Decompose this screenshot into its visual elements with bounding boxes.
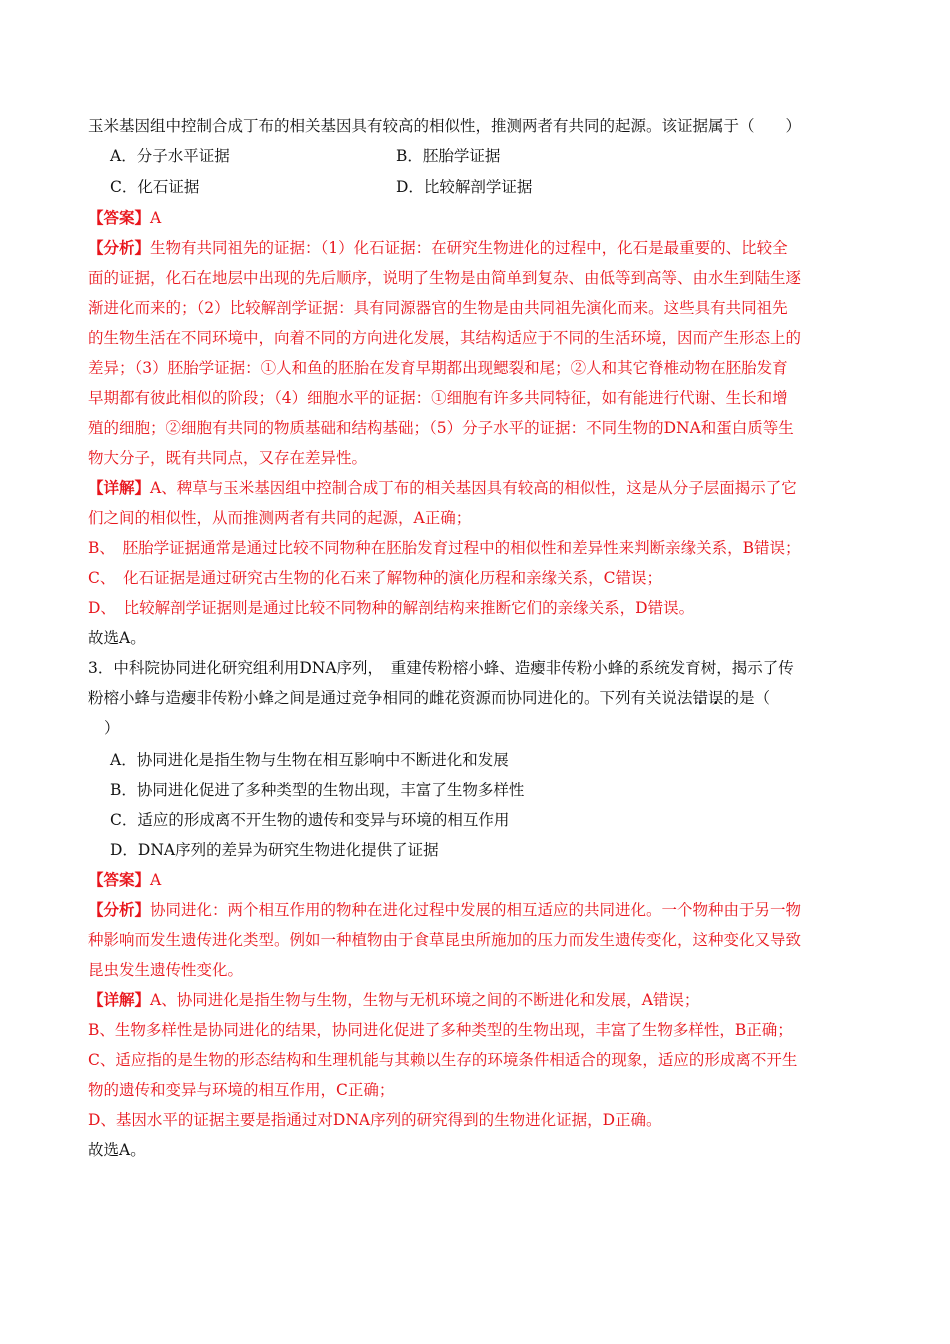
q2-conclusion: 故选A。 (88, 629, 146, 647)
q3-option-a: A．协同进化是指生物与生物在相互影响中不断进化和发展 (110, 751, 509, 769)
q2-detail-line: 们之间的相似性，从而推测两者有共同的起源，A正确； (88, 509, 472, 527)
q3-conclusion: 故选A。 (88, 1141, 146, 1159)
q3-detail-line: B、生物多样性是协同进化的结果，协同进化促进了多种类型的生物出现，丰富了生物多样性，B正确； (88, 1021, 793, 1039)
q2-detail (88, 473, 863, 623)
q3-detail (88, 985, 863, 1135)
q3-stem-emphasis: 误 (708, 689, 724, 707)
q2-analysis-line: 渐进化而来的；（2）比较解剖学证据：具有同源器官的生物是由共同祖先演化而来。这些具有共同祖先 (88, 299, 788, 317)
q3-stem-line-2 (88, 683, 863, 713)
q3-stem-text: 的是（ (723, 689, 771, 707)
q3-analysis-tag: 【分析】 (88, 900, 151, 919)
q3-stem-text: 粉榕小蜂与造瘿非传粉小蜂之间是通过竞争相同的雌花资源而协同进化的。下列有关说法 (88, 689, 693, 707)
q3-stem-line-1: 3．中科院协同进化研究组利用DNA序列， 重建传粉榕小蜂、造瘿非传粉小蜂的系统发育树，揭示了传 (88, 659, 794, 677)
q3-stem-line-3: ） (104, 719, 120, 737)
q2-analysis-line: 早期都有彼此相似的阶段；（4）细胞水平的证据：①细胞有许多共同特征，如有能进行代谢、生长和增 (88, 389, 788, 407)
q3-answer (88, 865, 863, 895)
q2-option-a: A．分子水平证据 (110, 147, 230, 165)
q3-detail-line: D、基因水平的证据主要是指通过对DNA序列的研究得到的生物进化证据，D正确。 (88, 1111, 662, 1129)
q3-analysis-line: 协同进化：两个相互作用的物种在进化过程中发展的相互适应的共同进化。一个物种由于另一物 (150, 901, 802, 919)
q2-analysis-line: 面的证据，化石在地层中出现的先后顺序，说明了生物是由简单到复杂、由低等到高等、由水生到陆生逐 (88, 269, 802, 287)
q2-detail-line: C、 化石证据是通过研究古生物的化石来了解物种的演化历程和亲缘关系，C错误； (88, 569, 662, 587)
q2-answer (88, 203, 863, 233)
q3-option-c: C．适应的形成离不开生物的遗传和变异与环境的相互作用 (110, 811, 510, 829)
q2-analysis-tag: 【分析】 (88, 238, 151, 257)
q3-analysis (88, 895, 863, 985)
q3-stem-emphasis: 错 (692, 689, 709, 707)
q3-detail-line: C、适应指的是生物的形态结构和生理机能与其赖以生存的环境条件相适合的现象，适应的形成离不开生 (88, 1051, 798, 1069)
q3-analysis-line: 种影响而发生遗传进化类型。例如一种植物由于食草昆虫所施加的压力而发生遗传变化，这种变化又导致 (88, 931, 802, 949)
q2-analysis-line: 物大分子，既有共同点，又存在差异性。 (88, 449, 368, 467)
q2-answer-value: A (150, 209, 162, 227)
q3-answer-tag: 【答案】 (88, 870, 151, 889)
q2-analysis-line: 差异；（3）胚胎学证据：①人和鱼的胚胎在发育早期都出现鳃裂和尾；②人和其它脊椎动物在胚胎发育 (88, 359, 788, 377)
q3-option-b: B．协同进化促进了多种类型的生物出现，丰富了生物多样性 (110, 781, 525, 799)
q2-stem: 玉米基因组中控制合成丁布的相关基因具有较高的相似性，推测两者有共同的起源。该证据属于（ ） (88, 117, 802, 135)
q3-detail-line: 物的遗传和变异与环境的相互作用，C正确； (88, 1081, 395, 1099)
q2-analysis-line: 的生物生活在不同环境中，向着不同的方向进化发展，其结构适应于不同的生活环境，因而产生形态上的 (88, 329, 802, 347)
q2-option-d: D．比较解剖学证据 (396, 178, 533, 196)
q3-analysis-line: 昆虫发生遗传性变化。 (88, 961, 244, 979)
q2-analysis-line: 生物有共同祖先的证据：（1）化石证据：在研究生物进化的过程中，化石是最重要的、比较全 (150, 239, 788, 257)
document-page (88, 111, 863, 1165)
q2-detail-line: A、稗草与玉米基因组中控制合成丁布的相关基因具有较高的相似性，这是从分子层面揭示了它 (150, 479, 797, 497)
q3-detail-line: A、协同进化是指生物与生物，生物与无机环境之间的不断进化和发展，A错误； (150, 991, 700, 1009)
q2-option-c: C．化石证据 (110, 178, 200, 196)
q2-detail-line: B、 胚胎学证据通常是通过比较不同物种在胚胎发育过程中的相似性和差异性来判断亲缘关系，B错误； (88, 539, 801, 557)
q2-detail-tag: 【详解】 (88, 478, 151, 497)
q2-analysis (88, 233, 863, 473)
q2-options-row-2 (88, 172, 863, 203)
q2-answer-tag: 【答案】 (88, 208, 151, 227)
q2-analysis-line: 殖的细胞；②细胞有共同的物质基础和结构基础；（5）分子水平的证据：不同生物的DNA和蛋白质等生 (88, 419, 794, 437)
q3-option-d: D．DNA序列的差异为研究生物进化提供了证据 (110, 841, 439, 859)
q3-detail-tag: 【详解】 (88, 990, 151, 1009)
q2-option-b: B．胚胎学证据 (396, 147, 501, 165)
q2-detail-line: D、 比较解剖学证据则是通过比较不同物种的解剖结构来推断它们的亲缘关系，D错误。 (88, 599, 695, 617)
q3-answer-value: A (150, 871, 162, 889)
q2-options-row-1 (88, 141, 863, 172)
